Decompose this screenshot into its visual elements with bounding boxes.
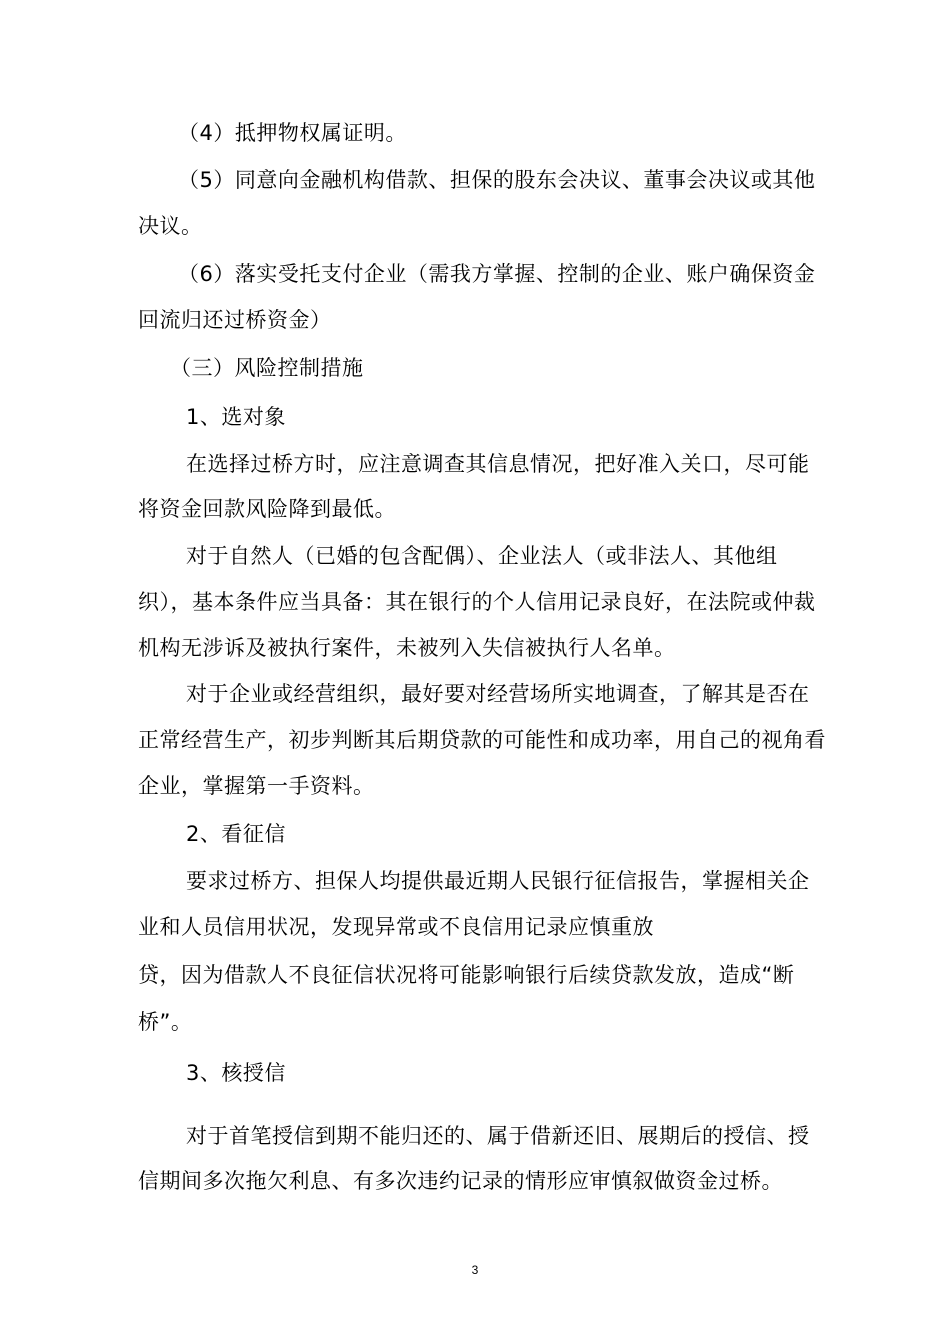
text-line: 决议。 bbox=[138, 214, 203, 238]
text-line: 企业，掌握第一手资料。 bbox=[138, 774, 375, 798]
text-line: 将资金回款风险降到最低。 bbox=[138, 497, 396, 521]
text-line: 桥”。 bbox=[138, 1010, 193, 1034]
subsection-heading: 1、选对象 bbox=[186, 405, 286, 429]
text-line: 对于自然人（已婚的包含配偶）、企业法人（或非法人、其他组 bbox=[186, 544, 778, 568]
text-line: 机构无涉诉及被执行案件，未被列入失信被执行人名单。 bbox=[138, 636, 676, 660]
text-line: 要求过桥方、担保人均提供最近期人民银行征信报告，掌握相关企 bbox=[186, 869, 810, 893]
text-line: 对于企业或经营组织，最好要对经营场所实地调查，了解其是否在 bbox=[186, 682, 810, 706]
text-line: 在选择过桥方时，应注意调查其信息情况，把好准入关口，尽可能 bbox=[186, 452, 810, 476]
text-line: 贷，因为借款人不良征信状况将可能影响银行后续贷款发放，造成“断 bbox=[138, 963, 795, 987]
page-number: 3 bbox=[471, 1263, 479, 1277]
text-line: 业和人员信用状况，发现异常或不良信用记录应慎重放 bbox=[138, 915, 654, 939]
section-heading: （三）风险控制措施 bbox=[170, 356, 364, 380]
text-line: 正常经营生产，初步判断其后期贷款的可能性和成功率，用自己的视角看 bbox=[138, 728, 826, 752]
text-line: 织），基本条件应当具备：其在银行的个人信用记录良好，在法院或仲裁 bbox=[138, 590, 816, 614]
subsection-heading: 2、看征信 bbox=[186, 822, 286, 846]
text-line: （5）同意向金融机构借款、担保的股东会决议、董事会决议或其他 bbox=[178, 168, 816, 192]
text-line: 回流归还过桥资金） bbox=[138, 308, 332, 332]
text-line: 对于首笔授信到期不能归还的、属于借新还旧、展期后的授信、授 bbox=[186, 1124, 810, 1148]
text-line: （4）抵押物权属证明。 bbox=[178, 121, 407, 145]
text-line: （6）落实受托支付企业（需我方掌握、控制的企业、账户确保资金 bbox=[178, 262, 816, 286]
subsection-heading: 3、核授信 bbox=[186, 1061, 286, 1085]
text-line: 信期间多次拖欠利息、有多次违约记录的情形应审慎叙做资金过桥。 bbox=[138, 1169, 783, 1193]
